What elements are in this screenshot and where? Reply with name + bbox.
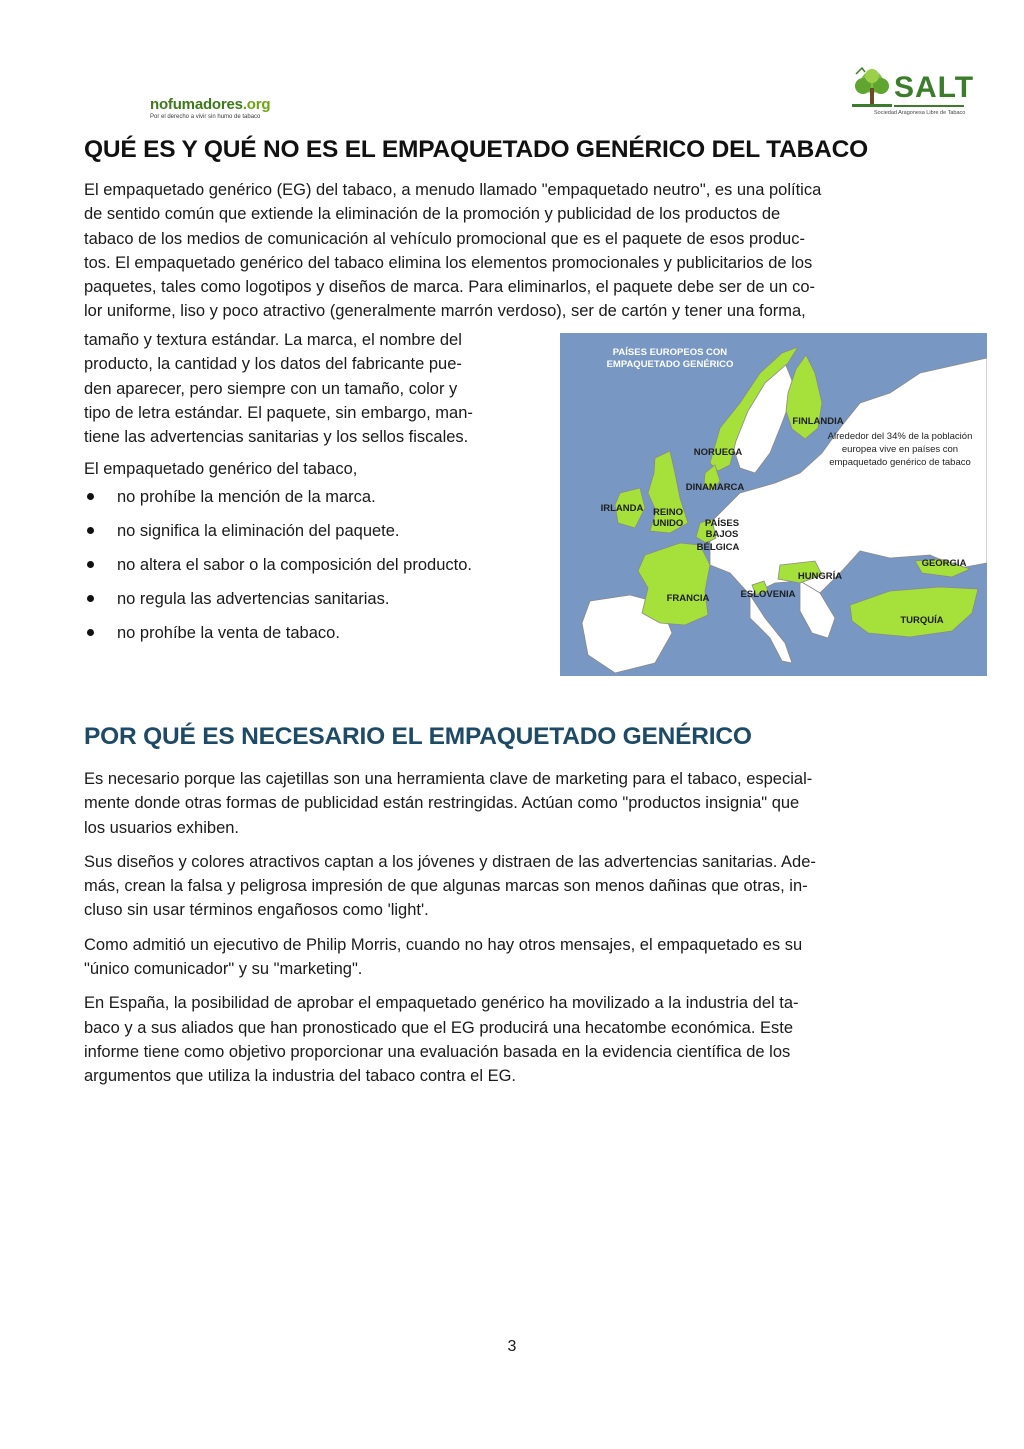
map-note-line: Alrededor del 34% de la población — [827, 431, 973, 442]
map-label-finland: FINLANDIA — [792, 416, 844, 427]
map-label-netherlands-line1: PAÍSES — [704, 518, 740, 529]
bullet-icon — [87, 629, 94, 636]
text-line: tiene las advertencias sanitarias y los sellos fiscales. — [84, 428, 469, 447]
map-label-slovenia: ESLOVENIA — [740, 589, 796, 600]
map-label-netherlands-line2: BAJOS — [705, 529, 739, 540]
france-shape — [638, 543, 710, 625]
map-note-line: europea vive en países con — [841, 444, 959, 455]
map-label-turkey: TURQUÍA — [900, 615, 944, 626]
text-line: de sentido común que extiende la eliminación de la promoción y publicidad de los productos de — [84, 205, 781, 224]
map-label-denmark: DINAMARCA — [685, 482, 745, 493]
list-item-text: no regula las advertencias sanitarias. — [117, 590, 390, 608]
list-item-text: no altera el sabor o la composición del producto. — [117, 556, 472, 574]
text-line: paquetes, tales como logotipos y diseños de marca. Para eliminarlos, el paquete debe ser de un co- — [84, 278, 816, 297]
paragraph — [84, 933, 940, 982]
text-line: mente donde otras formas de publicidad están restringidas. Actúan como "productos insignia" que — [84, 794, 800, 813]
map-label-ireland: IRLANDA — [600, 503, 644, 514]
map-title-line: EMPAQUETADO GENÉRICO — [606, 359, 734, 370]
map-note-line: empaquetado genérico de tabaco — [829, 457, 971, 468]
list-item — [84, 621, 554, 655]
text-line: los usuarios exhiben. — [84, 818, 240, 837]
text-line: producto, la cantidad y los datos del fabricante pue- — [84, 355, 462, 374]
text-line: cluso sin usar términos engañosos como 'light'. — [84, 901, 429, 920]
list-item-text: no prohíbe la venta de tabaco. — [117, 624, 340, 642]
bullet-list — [84, 485, 554, 655]
bullet-icon — [87, 561, 94, 568]
section-title-why-necessary: POR QUÉ ES NECESARIO EL EMPAQUETADO GENÉRICO — [84, 723, 752, 750]
salt-logo — [848, 64, 975, 122]
list-item — [84, 587, 554, 621]
tree-icon — [848, 64, 896, 110]
text-line: baco y a sus aliados que han pronosticado que el EG producirá una hecatombe económica. Este — [84, 1018, 794, 1037]
text-line: Es necesario porque las cajetillas son una herramienta clave de marketing para el tabaco, especial- — [84, 770, 813, 788]
bullet-icon — [87, 493, 94, 500]
logo-tld: .org — [242, 96, 271, 113]
map-label-belgium: BÉLGICA — [696, 542, 740, 553]
text-line: más, crean la falsa y peligrosa impresión de que algunas marcas son menos dañinas que otras, in- — [84, 877, 808, 896]
text-line: tos. El empaquetado genérico del tabaco elimina los elementos promocionales y publicitarios de los — [84, 253, 813, 272]
page-number: 3 — [507, 1338, 517, 1355]
wrap-paragraph — [84, 328, 546, 449]
nofumadores-logo — [150, 97, 290, 121]
list-item-text: no significa la eliminación del paquete. — [117, 522, 400, 540]
map-label-norway: NORUEGA — [693, 447, 743, 458]
text-line: tamaño y textura estándar. La marca, el nombre del — [84, 331, 462, 349]
section2-body — [84, 767, 940, 1099]
salt-name: SALT — [894, 71, 975, 104]
text-line: tipo de letra estándar. El paquete, sin embargo, man- — [84, 403, 473, 422]
list-item — [84, 519, 554, 553]
text-line: den aparecer, pero siempre con un tamaño, color y — [84, 379, 458, 398]
logo-tagline: Por el derecho a vivir sin humo de tabaco — [150, 114, 261, 120]
eg-intro: El empaquetado genérico del tabaco, — [84, 460, 358, 478]
paragraph — [84, 850, 940, 923]
text-line: En España, la posibilidad de aprobar el empaquetado genérico ha movilizado a la industria del ta- — [84, 994, 799, 1013]
list-item — [84, 485, 554, 519]
paragraph — [84, 767, 940, 840]
intro-paragraph — [84, 178, 940, 324]
list-item — [84, 553, 554, 587]
map-label-georgia: GEORGIA — [921, 558, 967, 569]
europe-plain-packaging-map — [560, 333, 987, 676]
paragraph — [84, 991, 940, 1088]
text-line: tabaco de los medios de comunicación al vehículo promocional que es el paquete de esos produc- — [84, 229, 805, 248]
text-line: argumentos que utiliza la industria del tabaco contra el EG. — [84, 1067, 516, 1086]
map-label-uk-line1: REINO — [652, 507, 684, 518]
salt-subtitle: Sociedad Aragonesa Libre de Tabaco — [874, 110, 966, 116]
map-label-uk-line2: UNIDO — [652, 518, 684, 529]
section-title-what-is: QUÉ ES Y QUÉ NO ES EL EMPAQUETADO GENÉRICO DEL TABACO — [84, 136, 868, 163]
text-line: El empaquetado genérico (EG) del tabaco, a menudo llamado "empaquetado neutro", es una política — [84, 181, 822, 199]
map-label-hungary: HUNGRÍA — [797, 571, 843, 582]
text-line: informe tiene como objetivo proporcionar una evaluación basada en la evidencia científica de los — [84, 1042, 791, 1061]
salt-divider — [894, 105, 964, 107]
map-title-line: PAÍSES EUROPEOS CON — [612, 347, 728, 358]
text-line: Sus diseños y colores atractivos captan a los jóvenes y distraen de las advertencias sanitarias. Ade- — [84, 852, 816, 871]
list-item-text: no prohíbe la mención de la marca. — [117, 488, 376, 506]
text-line: Como admitió un ejecutivo de Philip Morris, cuando no hay otros mensajes, el empaquetado es su — [84, 935, 803, 954]
logo-name: nofumadores — [150, 96, 243, 113]
bullet-icon — [87, 595, 94, 602]
map-label-france: FRANCIA — [666, 593, 710, 604]
text-line: "único comunicador" y su "marketing". — [84, 960, 363, 979]
bullet-icon — [87, 527, 94, 534]
text-line: lor uniforme, liso y poco atractivo (generalmente marrón verdoso), ser de cartón y tener una forma, — [84, 302, 806, 321]
